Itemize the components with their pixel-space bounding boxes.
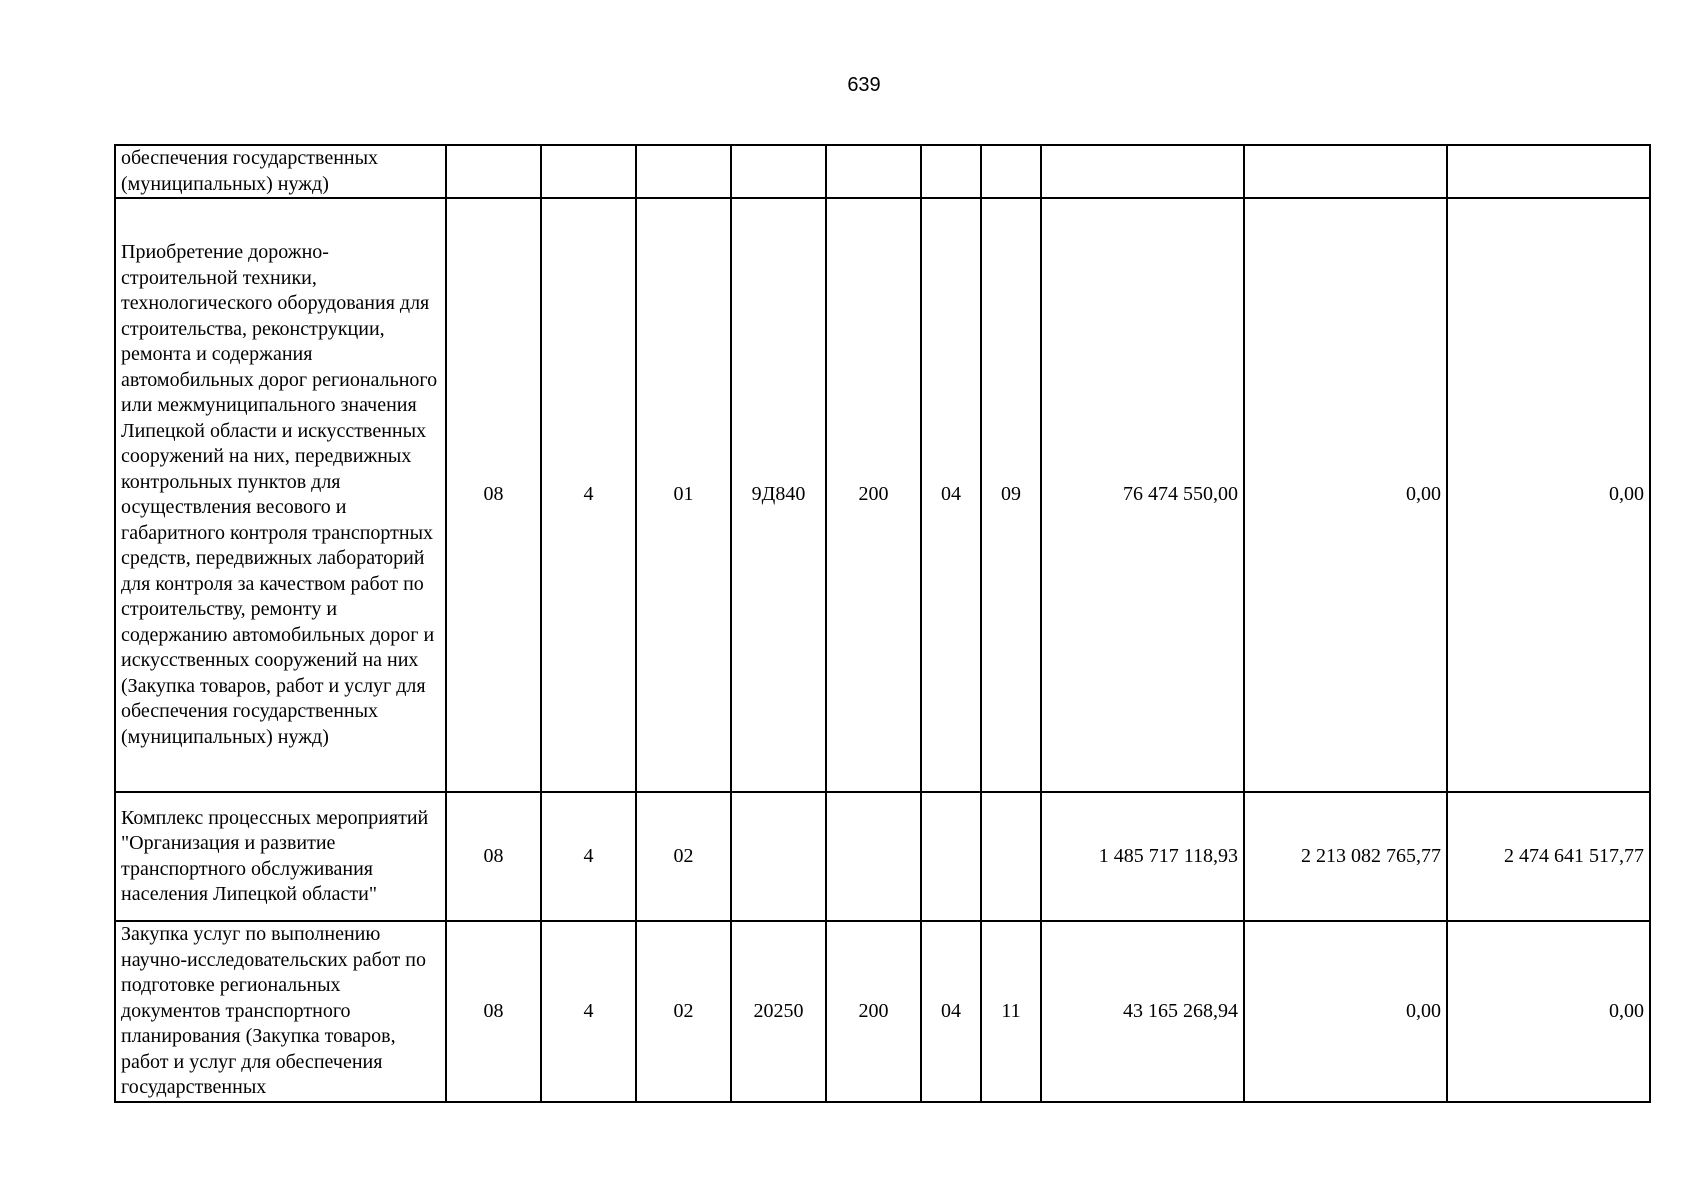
subprogram-code-cell — [541, 145, 636, 198]
program-code-cell: 08 — [446, 921, 541, 1102]
program-code-cell: 08 — [446, 198, 541, 792]
table-row — [115, 198, 1650, 792]
program-code-cell — [446, 145, 541, 198]
row-description: Комплекс процессных мероприятий "Организация и развитие транспортного обслуживания населения Липецкой области" — [115, 792, 446, 921]
amount-year3-cell: 0,00 — [1447, 921, 1650, 1102]
subprogram-code-cell: 4 — [541, 921, 636, 1102]
row-description: обеспечения государственных (муниципальных) нужд) — [115, 145, 446, 198]
amount-year2-cell: 0,00 — [1244, 921, 1447, 1102]
amount-year3-cell — [1447, 145, 1650, 198]
section-cell — [921, 145, 981, 198]
section-cell: 04 — [921, 921, 981, 1102]
table-row — [115, 921, 1650, 1102]
page-number: 639 — [847, 74, 881, 96]
activity-code-cell: 02 — [636, 921, 731, 1102]
section-cell — [921, 792, 981, 921]
program-code-cell: 08 — [446, 792, 541, 921]
expense-type-cell — [826, 792, 921, 921]
expense-type-cell — [826, 145, 921, 198]
expense-type-cell: 200 — [826, 921, 921, 1102]
amount-year1-cell — [1041, 145, 1244, 198]
amount-year1-cell: 1 485 717 118,93 — [1041, 792, 1244, 921]
subsection-cell: 11 — [981, 921, 1041, 1102]
activity-code-cell: 01 — [636, 198, 731, 792]
subsection-cell — [981, 792, 1041, 921]
subprogram-code-cell: 4 — [541, 198, 636, 792]
direction-code-cell: 20250 — [731, 921, 826, 1102]
activity-code-cell — [636, 145, 731, 198]
subsection-cell — [981, 145, 1041, 198]
row-description: Закупка услуг по выполнению научно-исследовательских работ по подготовке региональных документов транспортного планирования (Закупка товаров, работ и услуг для обеспечения государственных — [115, 921, 446, 1102]
amount-year2-cell: 0,00 — [1244, 198, 1447, 792]
direction-code-cell — [731, 792, 826, 921]
section-cell: 04 — [921, 198, 981, 792]
direction-code-cell — [731, 145, 826, 198]
amount-year1-cell: 76 474 550,00 — [1041, 198, 1244, 792]
amount-year2-cell — [1244, 145, 1447, 198]
amount-year2-cell: 2 213 082 765,77 — [1244, 792, 1447, 921]
table-row — [115, 145, 1650, 198]
table-row — [115, 792, 1650, 921]
subprogram-code-cell: 4 — [541, 792, 636, 921]
subsection-cell: 09 — [981, 198, 1041, 792]
activity-code-cell: 02 — [636, 792, 731, 921]
amount-year1-cell: 43 165 268,94 — [1041, 921, 1244, 1102]
amount-year3-cell: 0,00 — [1447, 198, 1650, 792]
direction-code-cell: 9Д840 — [731, 198, 826, 792]
expense-type-cell: 200 — [826, 198, 921, 792]
budget-table — [114, 144, 1651, 1103]
row-description: Приобретение дорожно-строительной техники, технологического оборудования для строительства, реконструкции, ремонта и содержания автомобильных дорог регионального или межмуниципального значения Липецкой области и искусственных сооружений на них, передвижных контрольных пунктов для осуществления весового и габаритного контроля транспортных средств, передвижных лабораторий для контроля за качеством работ по строительству, ремонту и содержанию автомобильных дорог и искусственных сооружений на них (Закупка товаров, работ и услуг для обеспечения государственных (муниципальных) нужд) — [115, 198, 446, 792]
amount-year3-cell: 2 474 641 517,77 — [1447, 792, 1650, 921]
